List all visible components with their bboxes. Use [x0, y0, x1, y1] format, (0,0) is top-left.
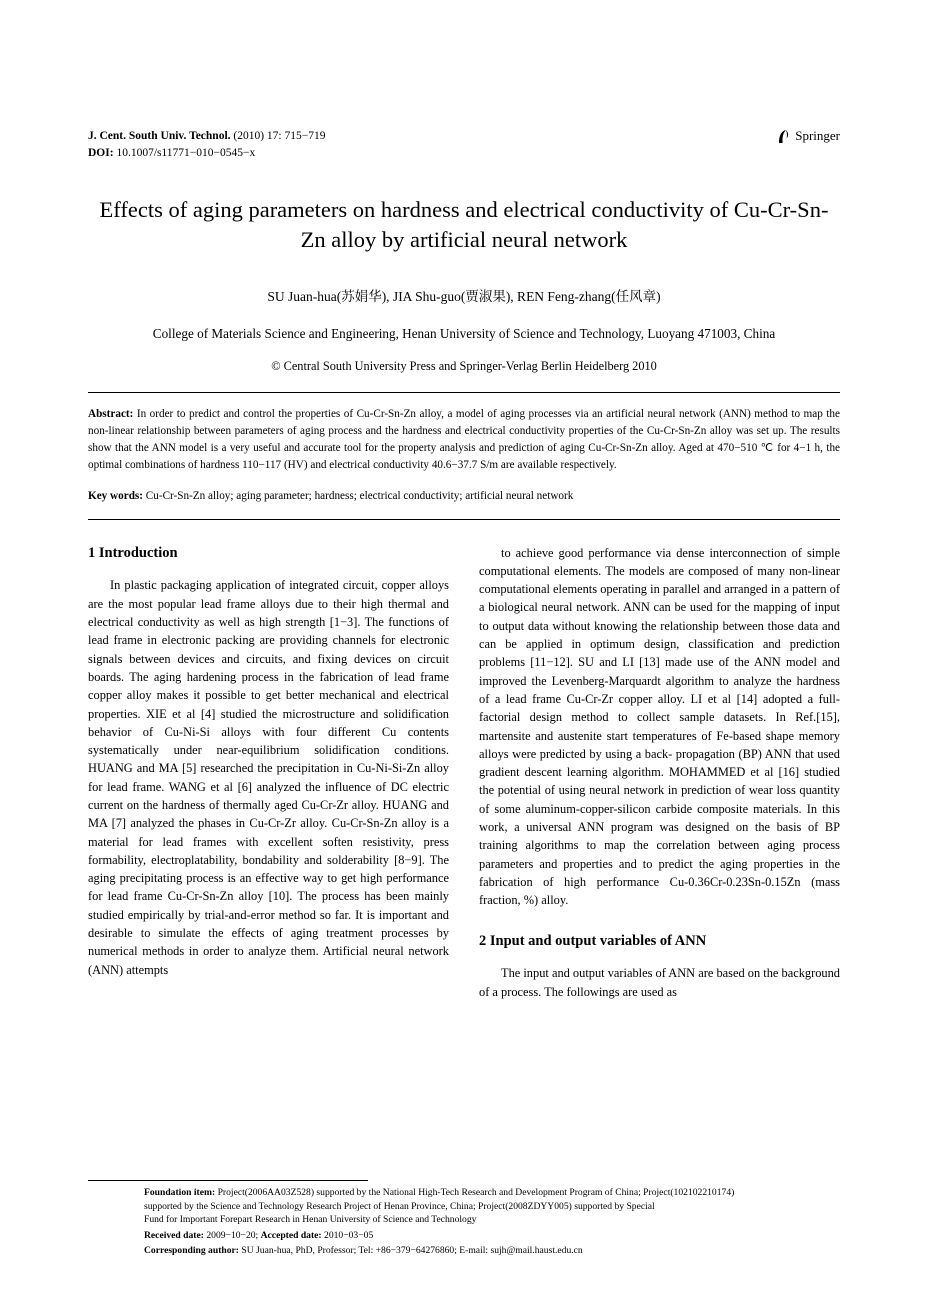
affiliation: College of Materials Science and Engineering, Henan University of Science and Technology, Luoyang 471003, China: [152, 325, 776, 341]
abstract-label: Abstract:: [88, 407, 134, 420]
divider-bottom: [88, 519, 840, 520]
foundation-text: Project(2006AA03Z528) supported by the National High-Tech Research and Development Program of China; Project(102102210174): [215, 1187, 735, 1198]
introduction-paragraph-continued: to achieve good performance via dense interconnection of simple computational elements. The models are composed of many non-linear computational elements operating in parallel and arranged in a pattern of a biological neural network. ANN can be used for the mapping of input to output data without knowing the relationship between those data and can be applied in optimum design, classification and prediction problems [11−12]. SU and LI [13] made use of the ANN model and improved the Levenberg-Marquardt algorithm to analyze the hardness of a lead frame Cu-Cr-Zr copper alloy. LI et al [14] adopted a full-factorial design method to collect sample datasets. In Ref.[15], martensite and austenite start temperatures of Fe-based shape memory alloys were predicted by using a back- propagation (BP) ANN that used gradient descent learning algorithm. MOHAMMED et al [16] studied the potential of using neural network in prediction of wear loss quantity of some aluminum-copper-silicon carbide composite materials. In this work, a universal ANN program was designed on the basis of BP training algorithms to map the correlation between aging process parameters and properties and to predict the aging properties in the fabrication of high performance Cu-0.36Cr-0.23Sn-0.15Zn (mass fraction, %) alloy.: [479, 545, 840, 908]
keywords-block: [88, 488, 840, 505]
received-date-label: Received date:: [144, 1229, 204, 1241]
doi-label: DOI:: [88, 146, 114, 159]
foundation-text-line2: supported by the Science and Technology Research Project of Henan Province, China; Project(2008ZDYY005) supported by Special: [144, 1200, 655, 1212]
keywords-label: Key words:: [88, 489, 143, 502]
received-date-value: 2009−10−20;: [203, 1229, 261, 1241]
keywords-text: Cu-Cr-Sn-Zn alloy; aging parameter; hardness; electrical conductivity; artificial neural network: [143, 489, 574, 502]
section-heading-ann-variables: 2 Input and output variables of ANN: [479, 932, 707, 949]
journal-doi-line: [88, 145, 325, 162]
introduction-paragraph: In plastic packaging application of integrated circuit, copper alloys are the most popular lead frame alloys due to their high thermal and electrical conductivity as well as high strength [1−3]. The functions of lead frame in electronic packing are providing channels for electronic signals between devices and circuits, and fixing devices on circuit boards. The aging hardening process in the fabrication of lead frame copper alloy makes it possible to get better mechanical and electrical properties. XIE et al [4] studied the microstructure and solidification behavior of Cu-Ni-Si alloys with four different Cu contents systematically under near-equilibrium solidification conditions. HUANG and MA [5] researched the precipitation in Cu-Ni-Si-Zn alloy for lead frame. WANG et al [6] analyzed the influence of DC electric current on the hardness of thermally aged Cu-Cr-Zr alloy. HUANG and MA [7] analyzed the phases in Cu-Cr-Zr alloy. Cu-Cr-Sn-Zn alloy is a material for lead frames with excellent soften resistivity, press formability, electroplatability, bondability and solderability [8−9]. The aging precipitating process is an effective way to get high performance for lead frame Cu-Cr-Sn-Zn alloy [10]. The process has been mainly studied empirically by trial-and-error method so far. It is important and desirable to simulate the effects of aging treatment processes by numerical methods in order to analyze them. Artificial neural network (ANN) attempts: [88, 578, 449, 977]
footnotes-block: [88, 1180, 840, 1258]
paper-content: [88, 128, 840, 1001]
journal-name: J. Cent. South Univ. Technol.: [88, 130, 231, 142]
column-left: [88, 544, 449, 1001]
accepted-date-value: 2010−03−05: [321, 1229, 374, 1241]
accepted-date-label: Accepted date:: [260, 1229, 322, 1241]
ann-paragraph: The input and output variables of ANN are based on the background of a process. The followings are used as: [479, 966, 840, 999]
page-title: Effects of aging parameters on hardness and electrical conductivity of Cu-Cr-Sn-Zn alloy by artificial neural network: [99, 197, 829, 253]
doi-value: 10.1007/s11771−010−0545−x: [113, 146, 256, 159]
footnote-corresponding-author: [88, 1244, 840, 1258]
column-right: [479, 544, 840, 1001]
foundation-text-line3: Fund for Important Forepart Research in Henan University of Science and Technology: [144, 1214, 477, 1226]
divider-top: [88, 392, 840, 393]
journal-volume-pages: (2010) 17: 715−719: [230, 130, 326, 142]
body-columns: [88, 544, 840, 1001]
springer-logo-icon: [778, 129, 791, 144]
foundation-inline: [88, 1187, 734, 1198]
abstract-text: In order to predict and control the properties of Cu-Cr-Sn-Zn alloy, a model of aging processes via an artificial neural network (ANN) method to map the non-linear relationship between parameters of aging process and the hardness and electrical conductivity properties of the Cu-Cr-Sn-Zn alloy was set up. The results show that the ANN model is a very useful and accurate tool for the property analysis and prediction of aging Cu-Cr-Sn-Zn alloy. Aged at 470−510 ℃ for 4−1 h, the optimal combinations of hardness 110−117 (HV) and electrical conductivity 40.6−37.7 S/m are available respectively.: [88, 407, 840, 471]
journal-reference: [88, 128, 325, 161]
author-list: SU Juan-hua(苏娟华), JIA Shu-guo(贾淑果), REN Feng-zhang(任风章): [267, 288, 661, 304]
journal-citation-line: [88, 128, 325, 145]
corresponding-author-text: SU Juan-hua, PhD, Professor; Tel: +86−379−64276860; E-mail: sujh@mail.haust.edu.cn: [238, 1245, 583, 1257]
copyright-line: © Central South University Press and Springer-Verlag Berlin Heidelberg 2010: [271, 358, 657, 373]
footnote-divider: [88, 1180, 368, 1181]
footnote-foundation: [88, 1186, 840, 1227]
publisher-name: Springer: [795, 128, 840, 143]
footnote-dates: [88, 1229, 840, 1243]
corresponding-author-label: Corresponding author:: [144, 1245, 239, 1257]
foundation-label: Foundation item:: [144, 1187, 216, 1198]
journal-header: [88, 128, 840, 161]
springer-logo-group: [778, 128, 840, 144]
abstract-block: [88, 406, 840, 474]
section-heading-introduction: 1 Introduction: [88, 544, 178, 561]
